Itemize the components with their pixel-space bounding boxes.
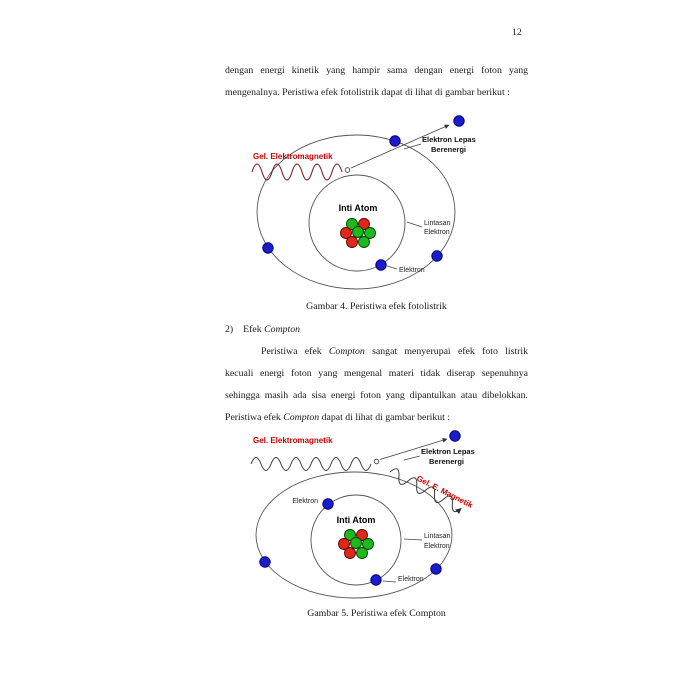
- text-segment: sangat menyerupai efek foto listrik: [364, 346, 528, 357]
- label-pointer-line: [387, 266, 397, 269]
- figure-5-diagram: [228, 428, 528, 608]
- electron-dot: [371, 575, 381, 585]
- figure-5-caption: Gambar 5. Peristiwa efek Compton: [307, 608, 446, 619]
- text-segment-italic: Compton: [328, 346, 365, 357]
- elektron-lepas-label: Elektron Lepas: [422, 135, 476, 144]
- lintasan-elektron-label: Elektron: [424, 229, 450, 236]
- text-line: kecuali energi foton yang mengenal materi tidak diserap sepenuhnya: [225, 368, 528, 379]
- label-pointer-line: [383, 581, 396, 582]
- berenergi-label: Berenergi: [429, 457, 465, 466]
- electron-dot: [323, 499, 333, 509]
- section-title-italic: Compton: [264, 324, 301, 335]
- electron-dot: [431, 564, 441, 574]
- figure-4-diagram: [228, 112, 528, 302]
- electron-dot: [376, 260, 386, 270]
- elektron-lepas-label: Elektron Lepas: [421, 447, 475, 456]
- text-line: sehingga masih ada sisa energi foton yang dipantulkan atau dibelokkan.: [225, 390, 528, 401]
- paragraph-intro: [225, 60, 528, 104]
- photon-marker: [345, 168, 350, 173]
- elektron-bottom-label: Elektron: [398, 576, 424, 583]
- section-heading: [225, 319, 528, 341]
- label-pointer-line: [404, 539, 422, 540]
- ejected-electron-dot: [454, 116, 464, 126]
- inti-atom-label: Inti Atom: [336, 515, 376, 525]
- section-title: Efek: [243, 324, 265, 335]
- nucleus: [339, 530, 374, 559]
- text-line: dengan energi kinetik yang hampir sama dengan energi foton yang: [225, 65, 528, 76]
- berenergi-label: Berenergi: [431, 145, 467, 154]
- gel-elektromagnetik-label: Gel. Elektromagnetik: [253, 152, 333, 161]
- photon-marker: [374, 459, 379, 464]
- gel-e-magnetik-label: Gel. E. Magnetik: [415, 473, 475, 510]
- electron-dot: [390, 136, 400, 146]
- section-number: 2): [225, 324, 234, 335]
- text-line: [225, 341, 528, 363]
- text-line: [225, 407, 528, 429]
- figure-4-caption: Gambar 4. Peristiwa efek fotolistrik: [306, 301, 447, 312]
- electron-dot: [263, 243, 273, 253]
- text-segment: Peristiwa efek: [225, 412, 284, 423]
- elektron-top-label: Elektron: [292, 498, 318, 505]
- label-pointer-line: [404, 456, 420, 460]
- text-line: mengenalnya. Peristiwa efek fotolistrik dapat di lihat di gambar berikut :: [225, 87, 510, 98]
- electron-dot: [260, 557, 270, 567]
- lintasan-label: Lintasan: [424, 220, 451, 227]
- text-segment-italic: Compton: [283, 412, 320, 423]
- page-number: 12: [512, 27, 522, 38]
- inti-atom-label: Inti Atom: [338, 203, 378, 213]
- electron-dot: [432, 251, 442, 261]
- lintasan-elektron-label: Elektron: [424, 543, 450, 550]
- text-segment: dapat di lihat di gambar berikut :: [319, 412, 451, 423]
- ejected-electron-dot: [450, 431, 460, 441]
- elektron-bottom-label: Elektron: [399, 267, 425, 274]
- em-wave: [251, 458, 371, 471]
- gel-elektromagnetik-label: Gel. Elektromagnetik: [253, 436, 333, 445]
- nucleus: [341, 219, 376, 248]
- label-pointer-line: [407, 222, 422, 227]
- paragraph-compton: [225, 341, 528, 429]
- text-segment: Peristiwa efek: [261, 346, 329, 357]
- lintasan-label: Lintasan: [424, 533, 451, 540]
- em-wave: [252, 164, 342, 180]
